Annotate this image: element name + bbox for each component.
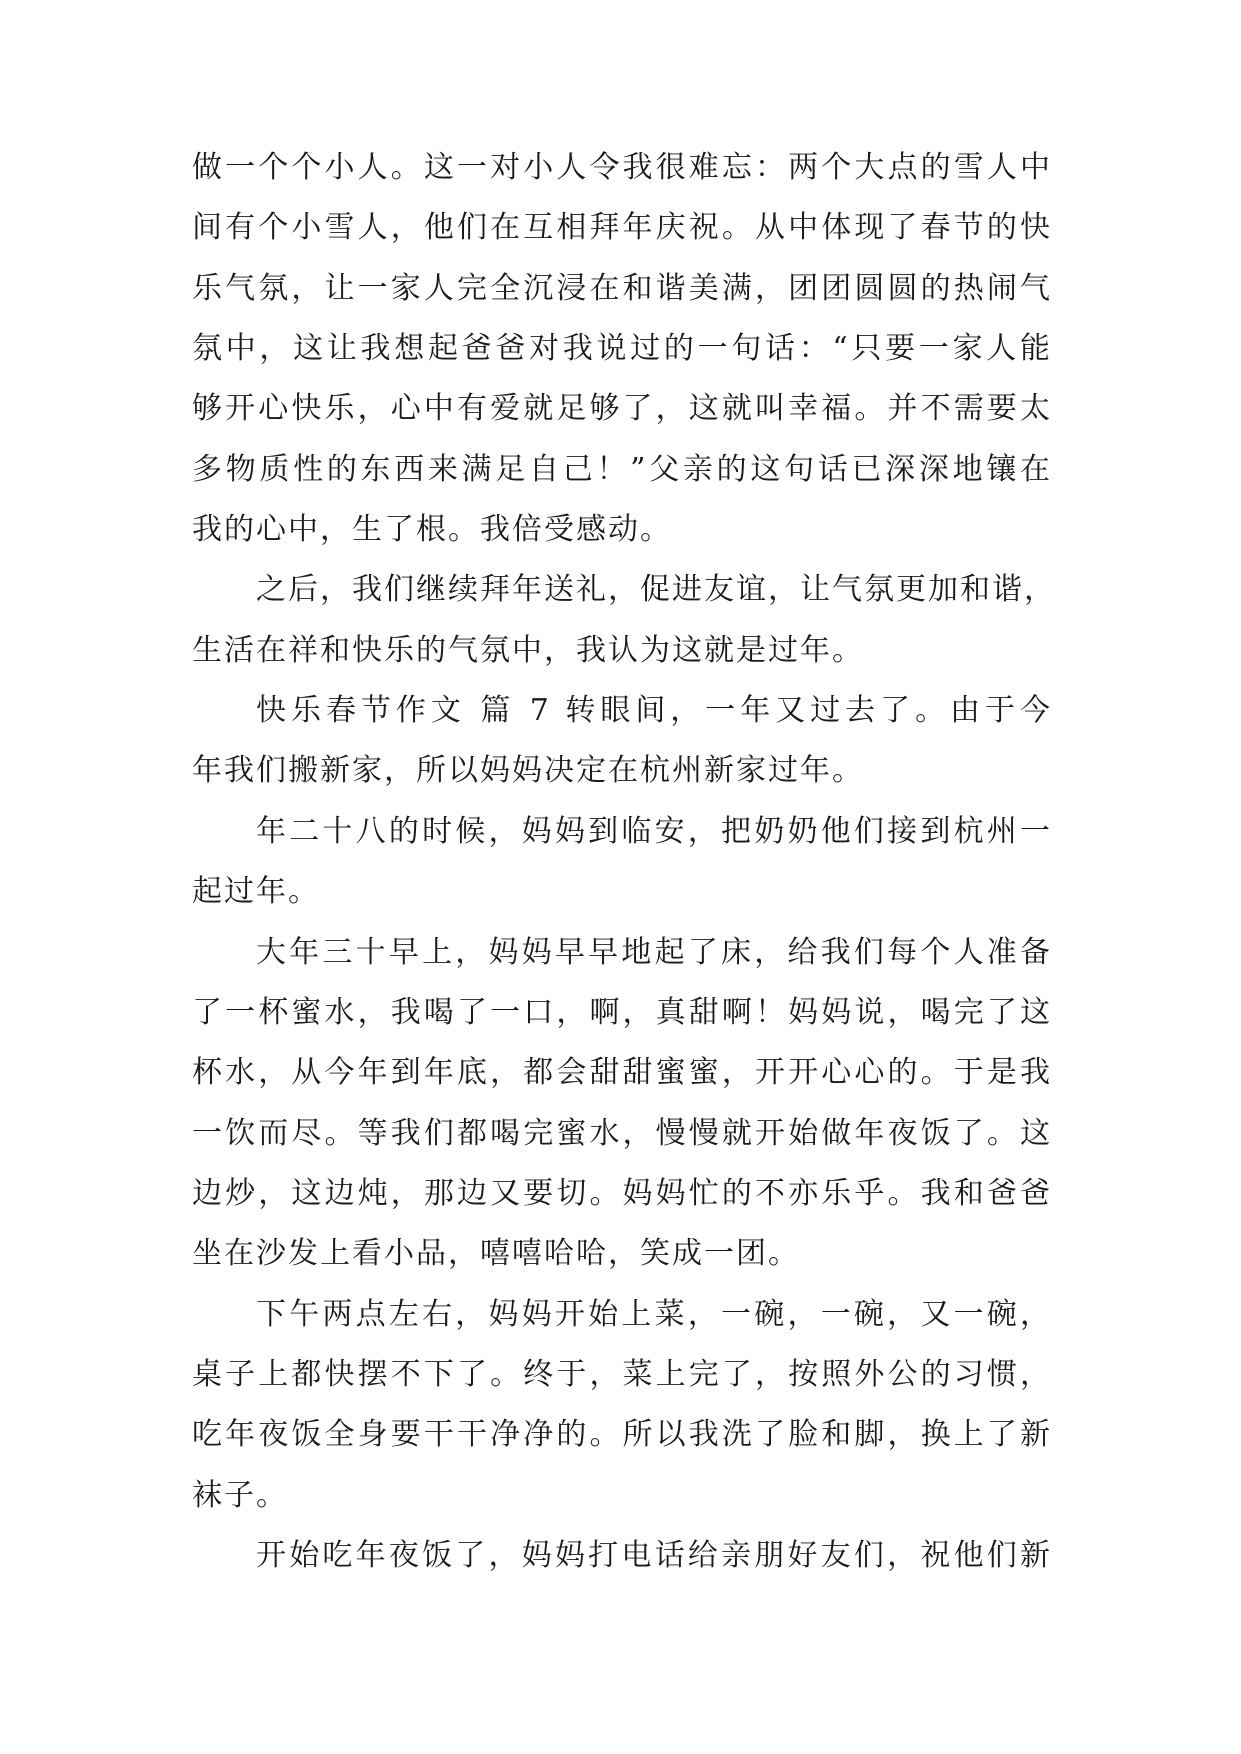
text-line: 乐气氛，让一家人完全沉浸在和谐美满，团团圆圆的热闹气 — [192, 271, 1052, 306]
text-line: 我的心中，生了根。我倍受感动。 — [192, 512, 672, 547]
text-line: 起过年。 — [192, 874, 320, 909]
text-line: 杯水，从今年到年底，都会甜甜蜜蜜，开开心心的。于是我 — [192, 1055, 1052, 1090]
text-line: 多物质性的东西来满足自己！”父亲的这句话已深深地镶在 — [192, 452, 1052, 487]
text-line: 够开心快乐，心中有爱就足够了，这就叫幸福。并不需要太 — [192, 391, 1052, 426]
text-line: 氛中，这让我想起爸爸对我说过的一句话：“只要一家人能 — [192, 331, 1052, 366]
text-line: 年我们搬新家，所以妈妈决定在杭州新家过年。 — [192, 753, 864, 788]
text-line: 桌子上都快摆不下了。终于，菜上完了，按照外公的习惯， — [192, 1357, 1052, 1392]
text-line: 之后，我们继续拜年送礼，促进友谊，让气氛更加和谐， — [256, 572, 1056, 607]
text-line: 开始吃年夜饭了，妈妈打电话给亲朋好友们，祝他们新 — [256, 1538, 1052, 1573]
text-line: 间有个小雪人，他们在互相拜年庆祝。从中体现了春节的快 — [192, 210, 1052, 245]
text-line: 生活在祥和快乐的气氛中，我认为这就是过年。 — [192, 633, 864, 668]
text-line: 年二十八的时候，妈妈到临安，把奶奶他们接到杭州一 — [256, 814, 1052, 849]
text-line: 吃年夜饭全身要干干净净的。所以我洗了脸和脚，换上了新 — [192, 1417, 1052, 1452]
text-line: 了一杯蜜水，我喝了一口，啊，真甜啊！妈妈说，喝完了这 — [192, 995, 1052, 1030]
text-line: 边炒，这边炖，那边又要切。妈妈忙的不亦乐乎。我和爸爸 — [192, 1176, 1052, 1211]
section-heading-line: 快乐春节作文 篇 7 转眼间，一年又过去了。由于今 — [256, 693, 1052, 728]
text-line: 一饮而尽。等我们都喝完蜜水，慢慢就开始做年夜饭了。这 — [192, 1116, 1052, 1151]
text-line: 大年三十早上，妈妈早早地起了床，给我们每个人准备 — [256, 935, 1052, 970]
text-line: 坐在沙发上看小品，嘻嘻哈哈，笑成一团。 — [192, 1236, 800, 1271]
text-line: 做一个个小人。这一对小人令我很难忘：两个大点的雪人中 — [192, 150, 1052, 185]
text-line: 下午两点左右，妈妈开始上菜，一碗，一碗，又一碗， — [256, 1297, 1052, 1332]
text-line: 袜子。 — [192, 1478, 288, 1513]
